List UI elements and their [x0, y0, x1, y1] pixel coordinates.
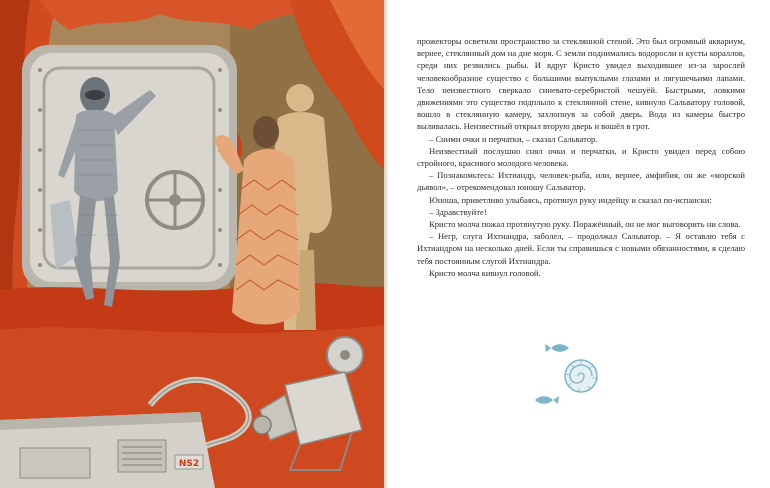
fish-icon [535, 396, 559, 404]
paragraph: – Здравствуйте! [429, 206, 487, 217]
paragraph: – Сними очки и перчатки, – сказал Сальватор. [429, 133, 598, 144]
paragraph: Юноша, приветливо улыбаясь, протянул руку индейцу и сказал по-испански: [429, 194, 712, 205]
text-column [417, 35, 745, 279]
text-page [388, 0, 770, 488]
plate-label: NS2 [178, 459, 200, 469]
control-panel [0, 412, 215, 488]
vignette-ornament [533, 338, 623, 408]
paragraph: Кристо молча кивнул головой. [429, 267, 541, 278]
paragraph: прожекторы осветили пространство за стеклянной стеной. Это был огромный аквариум, вернее, стеклянный дом на дне моря. С земли поднимались водоросли и кусты кораллов, среди них резвились рыбы. И вдруг Кристо увидел выходившее из-за зарослей человекообразное существо с большими выпуклыми глазами и лягушечьими лапами. Тело неизвестного сверкало синевато-серебристой чешуёй. Быстрыми, ловкими движениями это существо подплыло к стеклянной стене, кивнуло Сальватору головой, вошло в стеклянную камеру, захлопнув за собой дверь. Вода из камеры быстро выливалась. Неизвестный открыл вторую дверь и вошёл в грот. [417, 36, 745, 132]
nautilus-shell-icon [565, 360, 597, 392]
paragraph: – Познакомьтесь: Ихтиандр, человек-рыба, или, вернее, амфибия, он же «морской дьявол», – отрекомендовал юношу Сальватор. [417, 170, 745, 193]
paragraph: Неизвестный послушно снял очки и перчатки, и Кристо увидел перед собою стройного, красивого молодого человека. [417, 145, 745, 169]
paragraph: – Негр, слуга Ихтиандра, заболел, – продолжал Сальватор. – Я оставлю тебя с Ихтиандром на несколько дней. Если ты справишься с новыми обязанностями, я сделаю тебя постоянным слугой Ихтиандра. [417, 231, 745, 266]
fish-icon [545, 344, 569, 352]
paragraph: Кристо молча пожал протянутую руку. Поражённый, он не мог выговорить ни слова. [429, 219, 741, 230]
